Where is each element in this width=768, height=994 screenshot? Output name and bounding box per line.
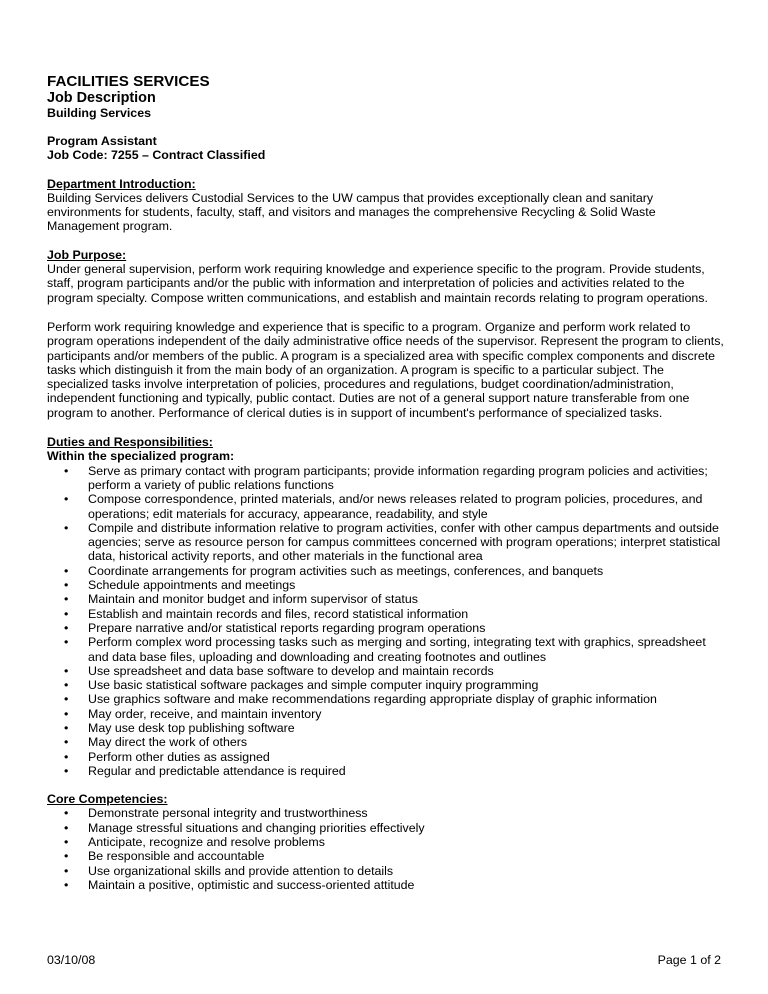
list-item: • Establish and maintain records and files, record statistical information — [88, 607, 727, 621]
list-item: • Use basic statistical software packages and simple computer inquiry programming — [88, 678, 727, 692]
list-item: • Maintain and monitor budget and inform supervisor of status — [88, 592, 727, 606]
section-heading-job-purpose: Job Purpose: — [47, 247, 127, 262]
section-heading-duties: Duties and Responsibilities: — [47, 435, 213, 450]
list-item: • Prepare narrative and/or statistical reports regarding program operations — [88, 621, 727, 635]
list-item: • Compile and distribute information relative to program activities, confer with other campus departments and outside agencies; serve as resource person for campus committees concerned with program operations; interpret statistical data, historical activity reports, and other materials in the functional area — [88, 521, 727, 564]
list-item: • Coordinate arrangements for program activities such as meetings, conferences, and banquets — [88, 564, 727, 578]
competencies-list — [47, 806, 727, 892]
list-item: • Regular and predictable attendance is required — [88, 764, 727, 778]
list-item: • Schedule appointments and meetings — [88, 578, 727, 592]
document-page — [47, 73, 727, 892]
list-item: • Demonstrate personal integrity and trustworthiness — [88, 806, 727, 820]
list-item: • May use desk top publishing software — [88, 721, 727, 735]
section-heading-competencies: Core Competencies: — [47, 792, 168, 807]
duties-list — [47, 464, 727, 779]
department-intro-text: Building Services delivers Custodial Services to the UW campus that provides exceptionally clean and sanitary environments for students, faculty, staff, and visitors and manages the comprehensive Recycling & Solid Waste Management program. — [47, 190, 656, 234]
list-item: • Use graphics software and make recommendations regarding appropriate display of graphic information — [88, 692, 727, 706]
document-subtitle: Job Description — [47, 90, 156, 106]
footer-page-number: Page 1 of 2 — [657, 953, 721, 967]
list-item: • Compose correspondence, printed materials, and/or news releases related to program policies, procedures, and operations; edit materials for accuracy, appearance, readability, and style — [88, 492, 727, 521]
list-item: • Manage stressful situations and changing priorities effectively — [88, 821, 727, 835]
list-item: • Serve as primary contact with program participants; provide information regarding program policies and activities; perform a variety of public relations functions — [88, 464, 727, 493]
footer-date: 03/10/08 — [47, 953, 96, 967]
list-item: • Use spreadsheet and data base software to develop and maintain records — [88, 664, 727, 678]
list-item: • May direct the work of others — [88, 735, 727, 749]
job-code: Job Code: 7255 – Contract Classified — [47, 148, 266, 163]
section-heading-department-intro: Department Introduction: — [47, 176, 196, 191]
job-purpose-paragraph-1: Under general supervision, perform work requiring knowledge and experience specific to the program. Provide students, staff, program participants and/or the public with information and interpretation of policies and activities related to the program specialty. Compose written communications, and establish and maintain records relating to program operations. — [47, 262, 708, 305]
list-item: • Perform complex word processing tasks such as merging and sorting, integrating text with graphics, spreadsheet and data base files, uploading and downloading and creating footnotes and outlines — [88, 635, 727, 664]
department-title: FACILITIES SERVICES — [47, 73, 210, 90]
unit-name: Building Services — [47, 106, 151, 120]
list-item: • Maintain a positive, optimistic and success-oriented attitude — [88, 878, 727, 892]
list-item: • Perform other duties as assigned — [88, 750, 727, 764]
job-purpose-paragraph-2: Perform work requiring knowledge and experience that is specific to a program. Organize and perform work related to program operations independent of the daily administrative office needs of the supervisor. Represent the program to clients, participants and/or members of the public. A program is a specialized area with specific complex components and discrete tasks which distinguish it from the main body of an organization. A program is specific to a particular subject. The specialized tasks involve interpretation of policies, procedures and regulations, budget coordination/administration, independent functioning and typically, public contact. Duties are not of a general support nature transferable from one program to another. Performance of clerical duties is in support of incumbent's performance of specialized tasks. — [47, 319, 724, 420]
list-item: • Be responsible and accountable — [88, 849, 727, 863]
duties-subheading: Within the specialized program: — [47, 449, 235, 464]
position-title: Program Assistant — [47, 134, 157, 148]
list-item: • May order, receive, and maintain inventory — [88, 707, 727, 721]
list-item: • Anticipate, recognize and resolve problems — [88, 835, 727, 849]
list-item: • Use organizational skills and provide attention to details — [88, 864, 727, 878]
